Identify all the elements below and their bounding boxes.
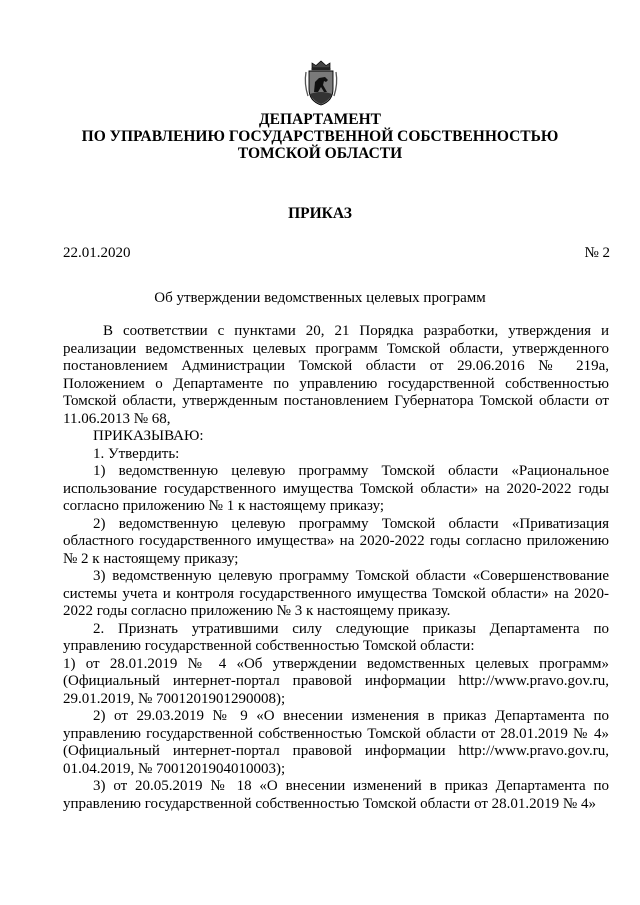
org-name-line-3: ТОМСКОЙ ОБЛАСТИ	[237, 145, 403, 162]
paragraph-item-1-1: 1) ведомственную целевую программу Томской области «Рациональное использование государственного имущества Томской области» на 2020-2022 годы согласно приложению № 1 к настоящему приказу;	[63, 463, 609, 514]
paragraph-item-2: 2. Признать утратившими силу следующие приказы Департамента по управлению государственной собственностью Томской области:	[63, 620, 609, 654]
paragraph-item-1-3: 3) ведомственную целевую программу Томской области «Совершенствование системы учета и контроля государственного имущества Томской области» на 2020-2022 годы согласно приложению № 3 к настоящему приказу.	[63, 568, 609, 619]
document-number: № 2	[584, 245, 610, 261]
tomsk-coat-of-arms-icon	[303, 60, 339, 106]
document-date: 22.01.2020	[63, 245, 131, 261]
document-type: ПРИКАЗ	[288, 205, 352, 222]
paragraph-item-1-2: 2) ведомственную целевую программу Томской области «Приватизация областного государственного имущества» на 2020-2022 годы согласно приложению № 2 к настоящему приказу;	[63, 515, 609, 567]
document-body	[63, 323, 609, 813]
org-name-line-2: ПО УПРАВЛЕНИЮ ГОСУДАРСТВЕННОЙ СОБСТВЕННОСТЬЮ	[81, 128, 559, 145]
paragraph-item-1: 1. Утвердить:	[93, 445, 180, 462]
paragraph-order-word: ПРИКАЗЫВАЮ:	[93, 428, 204, 444]
paragraph-item-2-3: 3) от 20.05.2019 № 18 «О внесении изменений в приказ Департамента по управлению государственной собственностью Томской области от 28.01.2019 № 4»	[63, 778, 609, 812]
paragraph-item-2-2: 2) от 29.03.2019 № 9 «О внесении изменения в приказ Департамента по управлению государственной собственностью Томской области от 28.01.2019 № 4» (Официальный интернет-портал правовой информации http://www.pravo.gov.ru, 01.04.2019, № 7001201904010003);	[63, 708, 609, 777]
document-subject: Об утверждении ведомственных целевых программ	[154, 290, 486, 306]
paragraph-item-2-1: 1) от 28.01.2019 № 4 «Об утверждении ведомственных целевых программ» (Официальный интернет-портал правовой информации http://www.pravo.gov.ru, 29.01.2019, № 7001201901290008);	[63, 655, 609, 707]
org-name-line-1: ДЕПАРТАМЕНТ	[258, 111, 382, 128]
paragraph-preamble: В соответствии с пунктами 20, 21 Порядка разработки, утверждения и реализации ведомственных целевых программ Томской области, утвержденного постановлением Администрации Томской области от 29.06.2016 № 219а, Положением о Департаменте по управлению государственной собственностью Томской области, утвержденным постановлением Губернатора Томской области от 11.06.2013 № 68,	[63, 323, 609, 427]
